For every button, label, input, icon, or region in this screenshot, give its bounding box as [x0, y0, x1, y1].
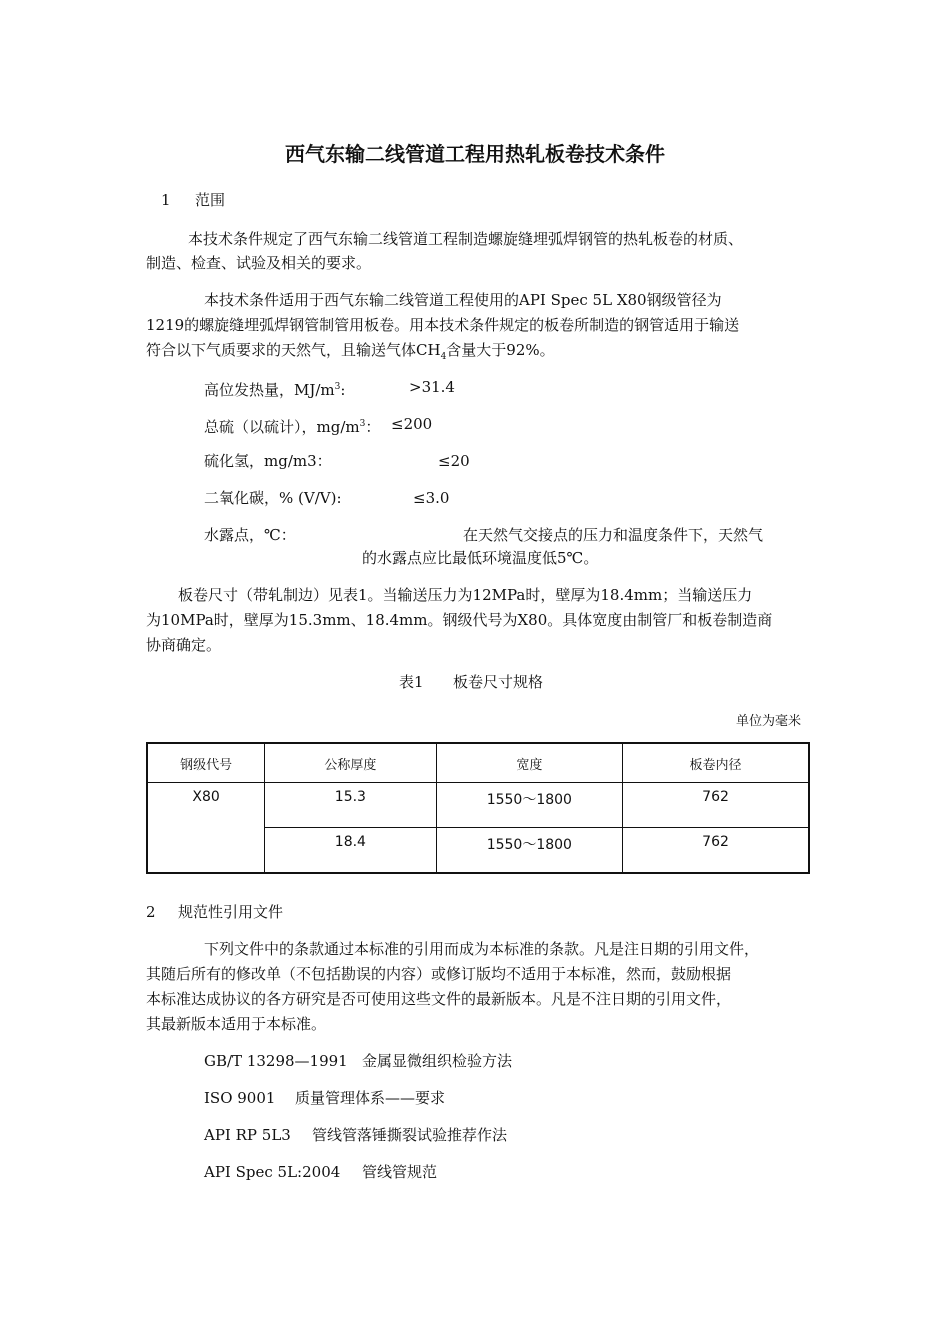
section-2-number: 2	[146, 903, 156, 921]
reference-code: GB/T 13298—1991	[204, 1052, 348, 1070]
gas-sulfur-label: 总硫（以硫计），$mg/m^3$：	[204, 418, 381, 436]
reference-code: ISO 9001	[204, 1089, 276, 1107]
gas-heat-label: 高位发热量，$MJ/m^3$:	[204, 381, 346, 399]
cell-thickness: 18.4	[265, 828, 436, 874]
gas-dew-value-line-2: 的水露点应比最低环境温度低5℃。	[362, 549, 599, 567]
coil-paragraph-line-1: 板卷尺寸（带轧制边）见表1。当输送压力为12MPa时，壁厚为18.4mm；当输送压力	[178, 586, 753, 604]
scope-paragraph-1-line-2: 制造、检查、试验及相关的要求。	[146, 254, 372, 272]
cell-inner-diameter: 762	[623, 828, 809, 874]
reference-code: API Spec 5L:2004	[204, 1163, 341, 1181]
header-width: 宽度	[436, 743, 622, 783]
scope-paragraph-2-line-2: 1219的螺旋缝埋弧焊钢管制管用板卷。用本技术条件规定的板卷所制造的钢管适用于输送	[146, 316, 740, 334]
coil-paragraph-line-3: 协商确定。	[146, 636, 222, 654]
header-thickness: 公称厚度	[265, 743, 436, 783]
table-1-number: 表1	[399, 673, 424, 691]
cell-inner-diameter: 762	[623, 783, 809, 828]
gas-sulfur-value: ≤200	[391, 415, 433, 433]
table-row	[147, 783, 809, 828]
gas-co2-label: 二氧化碳，% (V/V):	[204, 489, 342, 507]
header-grade: 钢级代号	[147, 743, 265, 783]
gas-heat-value: >31.4	[409, 378, 455, 396]
coil-size-table	[146, 742, 810, 874]
reference-code: API RP 5L3	[204, 1126, 291, 1144]
page-title: 西气东输二线管道工程用热轧板卷技术条件	[285, 142, 665, 166]
cell-width: 1550～1800	[436, 783, 622, 828]
coil-paragraph-line-2: 为10MPa时，壁厚为15.3mm、18.4mm。钢级代号为X80。具体宽度由制管厂和板卷制造商	[146, 611, 773, 629]
references-paragraph-line-1: 下列文件中的条款通过本标准的引用而成为本标准的条款。凡是注日期的引用文件，	[204, 940, 760, 958]
reference-name: 管线管落锤撕裂试验推荐作法	[312, 1126, 508, 1144]
section-1-heading: 范围	[195, 191, 226, 209]
gas-dew-label: 水露点，℃：	[204, 526, 296, 544]
cell-width: 1550～1800	[436, 828, 622, 874]
table-1-unit: 单位为毫米	[736, 714, 802, 729]
cell-grade: X80	[147, 783, 265, 874]
references-paragraph-line-4: 其最新版本适用于本标准。	[146, 1015, 327, 1033]
reference-name: 管线管规范	[362, 1163, 438, 1181]
header-inner-diameter: 板卷内径	[623, 743, 809, 783]
section-2-heading: 规范性引用文件	[178, 903, 284, 921]
table-1-title: 板卷尺寸规格	[453, 673, 544, 691]
scope-paragraph-2-line-3: 符合以下气质要求的天然气，且输送气体$CH_4$含量大于92%。	[146, 341, 555, 362]
table-header-row	[147, 743, 809, 783]
section-1-number: 1	[161, 191, 171, 209]
gas-dew-value-line-1: 在天然气交接点的压力和温度条件下，天然气	[463, 526, 764, 544]
reference-name: 金属显微组织检验方法	[362, 1052, 513, 1070]
gas-h2s-label: 硫化氢，mg/m3：	[204, 452, 332, 470]
references-paragraph-line-2: 其随后所有的修改单（不包括勘误的内容）或修订版均不适用于本标准，然而，鼓励根据	[146, 965, 732, 983]
gas-h2s-value: ≤20	[438, 452, 470, 470]
cell-thickness: 15.3	[265, 783, 436, 828]
scope-paragraph-1-line-1: 本技术条件规定了西气东输二线管道工程制造螺旋缝埋弧焊钢管的热轧板卷的材质、	[188, 230, 744, 248]
scope-paragraph-2-line-1: 本技术条件适用于西气东输二线管道工程使用的API Spec 5L X80钢级管径为	[204, 291, 722, 309]
gas-co2-value: ≤3.0	[413, 489, 450, 507]
references-paragraph-line-3: 本标准达成协议的各方研究是否可使用这些文件的最新版本。凡是不注日期的引用文件，	[146, 990, 732, 1008]
reference-name: 质量管理体系——要求	[295, 1089, 446, 1107]
